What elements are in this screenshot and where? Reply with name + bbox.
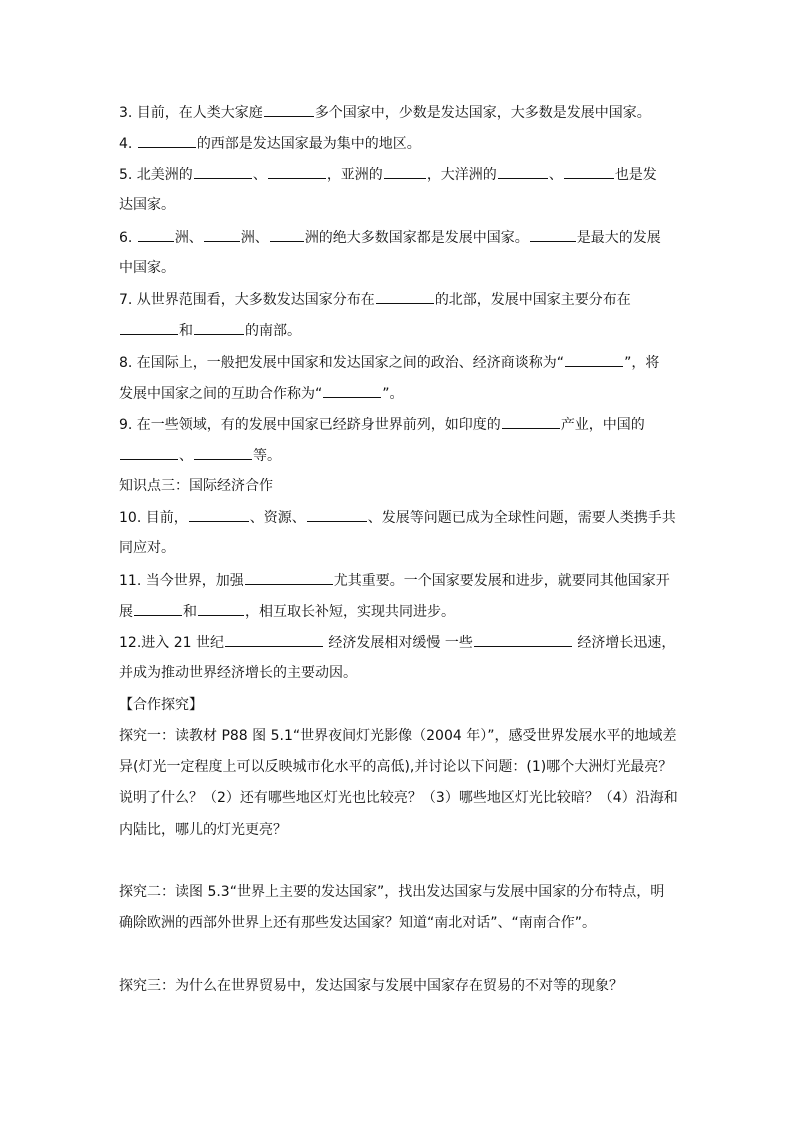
question-7-text: 和 [179, 323, 193, 339]
question-11-line-1 [119, 570, 670, 590]
question-11-text: ，相互取长补短，实现共同进步。 [245, 604, 455, 620]
blank[interactable] [384, 164, 426, 179]
blank[interactable] [564, 164, 614, 179]
question-6-text: 洲、 [240, 230, 269, 246]
question-9-text: 、 [179, 448, 193, 464]
blank[interactable] [376, 289, 434, 304]
question-7-text: 7. 从世界范围看，大多数发达国家分布在 [119, 292, 375, 308]
question-9-text: 等。 [253, 448, 281, 464]
question-12-text: 经济增长迅速， [572, 635, 676, 651]
question-10-text: 、资源、 [249, 510, 306, 526]
question-9-text: 产业，中国的 [560, 417, 645, 433]
question-5-text: 也是发 [614, 167, 657, 183]
question-10-text: 10. 目前， [119, 510, 188, 526]
question-7-text: 的南部。 [245, 323, 301, 339]
blank[interactable] [270, 227, 304, 242]
inquiry-2-line-1 [119, 882, 664, 902]
question-8-text: ”，将 [624, 355, 660, 371]
question-10-line-2 [119, 538, 175, 558]
question-12-text: 并成为推动世界经济增长的主要动因。 [119, 665, 357, 681]
section-heading-text: 知识点三：国际经济合作 [119, 478, 273, 494]
inquiry-1-line-1 [119, 726, 676, 746]
question-6-text: 中国家。 [119, 260, 175, 276]
inquiry-2-text: 探究二：读图 5.3“世界上主要的发达国家”，找出发达国家与发展中国家的分布特点，明 [119, 884, 665, 900]
blank[interactable] [204, 227, 240, 242]
question-8-text: ”。 [382, 386, 404, 402]
question-4-number: 4. [119, 136, 137, 152]
question-7-text: 的北部，发展中国家主要分布在 [434, 292, 631, 308]
blank[interactable] [565, 352, 623, 367]
blank[interactable] [245, 570, 333, 585]
question-4 [119, 133, 421, 153]
question-6-text: 6. [119, 230, 137, 246]
question-5-line-1 [119, 164, 657, 184]
inquiry-2-line-2 [119, 913, 596, 933]
inquiry-1-text: 说明了什么？（2）还有哪些地区灯光也比较亮？（3）哪些地区灯光比较暗？（4）沿海和 [119, 790, 678, 806]
question-7-line-1 [119, 289, 631, 309]
section-heading-text: 【合作探究】 [119, 697, 203, 713]
inquiry-1-line-2 [119, 757, 672, 777]
blank[interactable] [530, 227, 576, 242]
inquiry-3 [119, 976, 623, 996]
inquiry-3-text: 探究三：为什么在世界贸易中，发达国家与发展中国家存在贸易的不对等的现象？ [119, 978, 623, 994]
question-7-line-2 [119, 320, 301, 340]
question-5-text: 、 [252, 167, 267, 183]
question-5-text: 5. 北美洲的 [119, 167, 193, 183]
question-8-text: 8. 在国际上，一般把发展中国家和发达国家之间的政治、经济商谈称为“ [119, 355, 565, 371]
question-12-line-2 [119, 663, 357, 683]
blank[interactable] [194, 164, 252, 179]
question-6-text: 洲、 [174, 230, 203, 246]
inquiry-1-line-4 [119, 820, 287, 840]
blank[interactable] [323, 383, 381, 398]
question-11-text: 尤其重要。一个国家要发展和进步，就要同其他国家开 [333, 573, 670, 589]
question-9-text: 9. 在一些领域，有的发展中国家已经跻身世界前列，如印度的 [119, 417, 501, 433]
blank[interactable] [198, 601, 244, 616]
question-3-text: 3. 目前，在人类大家庭 [119, 105, 263, 121]
question-3-text: 多个国家中，少数是发达国家，大多数是发展中国家。 [314, 105, 651, 121]
question-5-text: 达国家。 [119, 197, 175, 213]
question-8-text: 发展中国家之间的互助合作称为“ [119, 386, 323, 402]
question-10-text: 、发展等问题已成为全球性问题，需要人类携手共 [367, 510, 676, 526]
blank[interactable] [120, 445, 178, 460]
question-11-text: 11. 当今世界，加强 [119, 573, 244, 589]
blank[interactable] [264, 102, 314, 117]
question-5-text: ，亚洲的 [326, 167, 383, 183]
question-9-line-1 [119, 414, 645, 434]
question-6-line-2 [119, 258, 175, 278]
blank[interactable] [120, 320, 178, 335]
blank[interactable] [194, 320, 244, 335]
inquiry-2-text: 确除欧洲的西部外世界上还有那些发达国家？知道“南北对话”、“南南合作”。 [119, 915, 597, 931]
inquiry-1-text: 探究一：读教材 P88 图 5.1“世界夜间灯光影像（2004 年）”，感受世界发展水平的地域差 [119, 728, 677, 744]
blank[interactable] [502, 414, 560, 429]
question-8-line-2 [119, 383, 404, 403]
question-6-line-1 [119, 227, 661, 247]
question-4-text: 的西部是发达国家最为集中的地区。 [196, 136, 421, 152]
question-8-line-1 [119, 352, 659, 372]
blank[interactable] [268, 164, 326, 179]
question-12-text: 经济发展相对缓慢 一些 [323, 635, 473, 651]
question-3 [119, 102, 651, 122]
question-11-text: 展 [119, 604, 133, 620]
question-11-text: 和 [183, 604, 197, 620]
inquiry-1-text: 异(灯光一定程度上可以反映城市化水平的高低),并讨论以下问题：(1)哪个大洲灯光最亮？ [119, 759, 673, 775]
inquiry-1-text: 内陆比，哪儿的灯光更亮？ [119, 822, 287, 838]
blank[interactable] [134, 601, 182, 616]
question-5-text: 、 [548, 167, 563, 183]
question-5-text: ，大洋洲的 [426, 167, 497, 183]
question-11-line-2 [119, 601, 455, 621]
section-heading-3 [119, 476, 273, 496]
question-10-line-1 [119, 507, 676, 527]
blank[interactable] [189, 507, 249, 522]
cooperative-inquiry-heading [119, 695, 203, 715]
inquiry-1-line-3 [119, 788, 678, 808]
blank[interactable] [194, 445, 252, 460]
question-6-text: 是最大的发展 [576, 230, 661, 246]
question-12-text: 12.进入 21 世纪 [119, 635, 224, 651]
question-12-line-1 [119, 632, 675, 652]
question-9-line-2 [119, 445, 281, 465]
blank[interactable] [498, 164, 548, 179]
blank[interactable] [307, 507, 367, 522]
question-10-text: 同应对。 [119, 540, 175, 556]
blank[interactable] [474, 632, 572, 647]
blank[interactable] [138, 227, 174, 242]
blank[interactable] [138, 133, 196, 148]
blank[interactable] [225, 632, 323, 647]
question-5-line-2 [119, 195, 175, 215]
question-6-text: 洲的绝大多数国家都是发展中国家。 [304, 230, 529, 246]
